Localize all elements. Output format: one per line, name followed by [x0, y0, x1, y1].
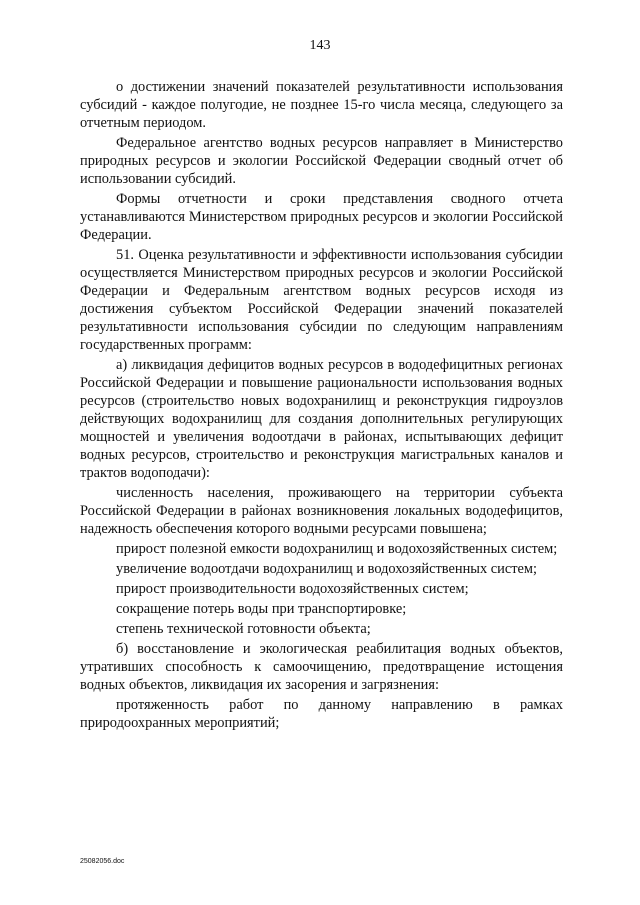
paragraph: Формы отчетности и сроки представления сводного отчета устанавливаются Министерством природных ресурсов и экологии Российской Федерации.	[80, 191, 563, 243]
paragraph: степень технической готовности объекта;	[116, 621, 371, 637]
paragraph: прирост полезной емкости водохранилищ и водохозяйственных систем;	[116, 541, 558, 557]
paragraph: численность населения, проживающего на территории субъекта Российской Федерации в районах возникновения локальных вододефицитов, надежность обеспечения которого водными ресурсами повышена;	[80, 485, 563, 537]
paragraph: о достижении значений показателей результативности использования субсидий - каждое полугодие, не позднее 15-го числа месяца, следующего за отчетным периодом.	[80, 79, 563, 131]
paragraph: увеличение водоотдачи водохранилищ и водохозяйственных систем;	[116, 561, 538, 577]
page-number: 143	[309, 38, 331, 53]
footer-filename: 25082056.doc	[80, 858, 125, 865]
paragraph: 51. Оценка результативности и эффективности использования субсидии осуществляется Министерством природных ресурсов и экологии Российской Федерации и Федеральным агентством водных ресурсов исходя из достижения субъектом Российской Федерации значений показателей результативности использования субсидии по следующим направлениям государственных программ:	[80, 247, 563, 353]
paragraph: сокращение потерь воды при транспортировке;	[116, 601, 407, 617]
paragraph: а) ликвидация дефицитов водных ресурсов в вододефицитных регионах Российской Федерации и повышение рациональности использования водных ресурсов (строительство новых водохранилищ и реконструкция гидроузлов действующих водохранилищ для создания дополнительных регулирующих мощностей и увеличения водоотдачи в районах, испытывающих дефицит водных ресурсов, строительство и реконструкция магистральных каналов и трактов водоподачи):	[80, 357, 563, 481]
paragraph: Федеральное агентство водных ресурсов направляет в Министерство природных ресурсов и экологии Российской Федерации сводный отчет об использовании субсидий.	[80, 135, 563, 187]
paragraph: прирост производительности водохозяйственных систем;	[116, 581, 469, 597]
paragraph: б) восстановление и экологическая реабилитация водных объектов, утративших способность к самоочищению, предотвращение истощения водных объектов, ликвидация их засорения и загрязнения:	[80, 641, 563, 693]
paragraph: протяженность работ по данному направлению в рамках природоохранных мероприятий;	[80, 697, 563, 731]
document-body	[80, 78, 563, 734]
